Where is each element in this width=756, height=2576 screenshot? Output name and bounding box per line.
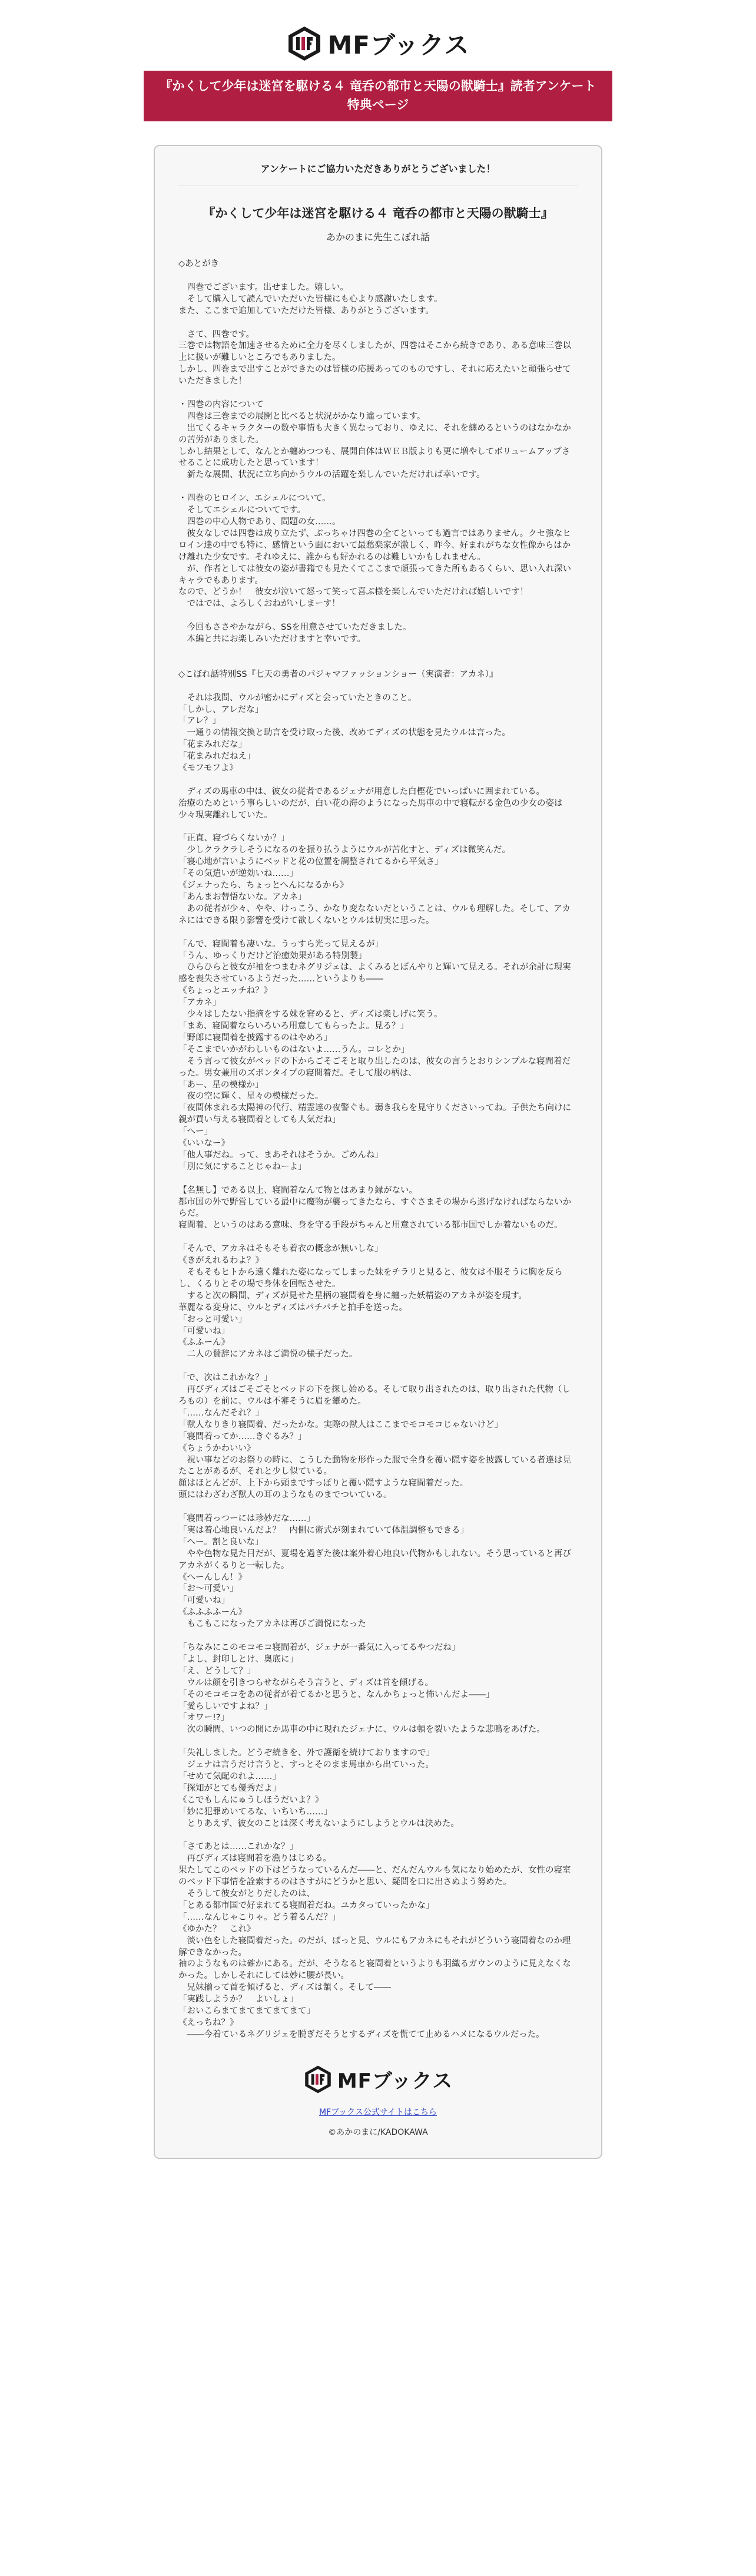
story-title: 『かくして少年は迷宮を駆ける４ 竜呑の都市と天陽の獣騎士』 [203, 206, 553, 220]
page-banner [144, 71, 612, 121]
logo-text: MFブックス [327, 31, 470, 59]
footer-logo[interactable] [303, 2065, 453, 2094]
mf-books-logo-icon [303, 2065, 333, 2094]
story-subtitle: あかのまに先生こぼれ話 [326, 232, 430, 243]
copyright: ©あかのまに/KADOKAWA [328, 2127, 428, 2137]
footer-logo-text: MFブックス [337, 2069, 453, 2094]
mf-books-logo[interactable] [286, 25, 469, 62]
mf-books-logo-icon [286, 25, 323, 62]
official-site-link[interactable]: MFブックス公式サイトはこちら [319, 2107, 437, 2117]
content-card [154, 145, 602, 2159]
banner-title: 『かくして少年は迷宮を駆ける４ 竜呑の都市と天陽の獣騎士』読者アンケート 特典ページ [160, 79, 596, 112]
card-footer [178, 2065, 578, 2138]
thanks-message: アンケートにご協力いただきありがとうございました！ [178, 159, 578, 186]
site-header [0, 0, 756, 65]
story-body: ◇あとがき 四巻でございます。出せました。嬉しい。 そして購入して読んでいただいた皆様にも心より感謝いたします。 また、ここまで追加していただけた皆様、ありがとうございます。 さて、四巻です。 三巻では物語を加速させるために全力を尽くしましたが、四巻はそこから続きであり、ある意味三巻以上に扱いが難しいところでもありました。 しかし、四巻まで出すことができたのは皆様の応援あってのものですし、それに応えたいと頑張らせていただきました！ ・四巻の内容について 四巻は三巻までの展開と比べると状況がかなり違っています。 出てくるキャラクターの数や事情も大きく異なっており、ゆえに、それを纏めるというのはなかなかの苦労がありました。 しかし結果として、なんとか纏めつつも、展開自体はＷＥＢ版よりも更に増やしてボリュームアップさせることに成功したと思っています！ 新たな展開、状況に立ち向かうウルの活躍を楽しんでいただければ幸いです。 ・四巻のヒロイン、エシェルについて。 そしてエシェルについてです。 四巻の中心人物であり、問題の女……。 彼女なしでは四巻は成り立たず、ぶっちゃけ四巻の全てといっても過言ではありません。クセ強なヒロイン達の中でも特に、感情という面において最愁楽家が激しく、昨今、好まれがちな女性像からはかけ離れた少女です。それゆえに、誰からも好かれるのは難しいかもしれません。 が、作者としては彼女の姿が書籍でも見たくてここまで頑張ってきた所もあるくらい、思い入れ深いキャラでもあります。 なので、どうか！ 彼女が泣いて怒って笑って喜ぶ様を楽しんでいただければ嬉しいです！ ではでは、よろしくおねがいしまーす！ 今回もささやかながら、SSを用意させていただきました。 本編と共にお楽しみいただけますと幸いです。 ◇こぼれ話特別SS『七天の勇者のパジャマファッションショー（実演者：アカネ）』 それは我問、ウルが密かにディズと会っていたときのこと。 「しかし、アレだな」 「アレ？」 一通りの情報交換と助言を受け取った後、改めてディズの状態を見たウルは言った。 「花まみれだな」 「花まみれだねえ」 《モフモフよ》 ディズの馬車の中は、彼女の従者であるジェナが用意した白樫花でいっぱいに囲まれている。 治療のためという事らしいのだが、白い花の海のようになった馬車の中で寝転がる金色の少女の姿は少々現実離れしていた。 「正直、寝づらくないか？」 少しクラクラしそうになるのを振り払うようにウルが苦化すと、ディズは微笑んだ。 「寝心地が言いようにベッドと花の位置を調整されてるから平気さ」 「その気遣いが逆効いね……」 《ジェナったら、ちょっとへんになるから》 「あんまお替悟ないな。アカネ」 あの従者が少々、やや、けっこう、かなり変なないだということは、ウルも理解した。そして、アカネにはできる限り影響を受けて欲しくないとウルは切実に思った。 「んで、寝間着も凄いな。うっすら光って見えるが」 「うん、ゆっくりだけど治癒効果がある特別製」 ひらひらと彼女が袖をつまむネグリジェは、よくみるとぼんやりと輝いて見える。それが余計に現実感を喪失させているようだった……というよりも―― 《ちょっとエッチね？》 「アカネ」 少々はしたない指摘をする妹を窘めると、ディズは楽しげに笑う。 「まあ、寝間着ならいろいろ用意してもらったよ。見る？」 「野郎に寝間着を披露するのはやめろ」 「そこまでいかがわしいものはないよ……うん。コレとか」 そう言って彼女がベッドの下からごそごそと取り出したのは、彼女の言うとおりシンプルな寝間着だった。男女兼用のズボンタイプの寝間着だ。そして服の柄は、 「あー、星の模様か」 夜の空に輝く、星々の模様だった。 「夜間休まれる太陽神の代行、精霊達の夜警ぐも。弱き我らを見守りくださいってね。子供たち向けに親が買い与える寝間着としても人気だね」 「へー」 《いいなー》 「他人事だね。って、まあそれはそうか。ごめんね」 「別に気にすることじゃねーよ」 【名無し】である以上、寝間着なんて物とはあまり縁がない。 都市国の外で野営している最中に魔物が襲ってきたなら、すぐさまその場から逃げなければならないからだ。 寝間着、というのはある意味、身を守る手段がちゃんと用意されている都市国でしか着ないものだ。 「そんで、アカネはそもそも着衣の概念が無いしな」 《きがえれるわよ？》 そもそもヒトから遠く離れた姿になってしまった妹をチラリと見ると、彼女は不服そうに胸を反らし、くるりとその場で身体を回転させた。 すると次の瞬間、ディズが見せた星柄の寝間着を身に纏った妖精姿のアカネが姿を現す。 華麗なる変身に、ウルとディズはパチパチと拍手を送った。 「おっと可愛い」 「可愛いね」 《ふふーん》 二人の賛辞にアカネはご満悦の様子だった。 「で、次はこれかな？」 再びディズはごそごそとベッドの下を探し始める。そして取り出されたのは、取り出された代物（しろもの）を前に、ウルは不審そうに眉を顰めた。 「……なんだそれ？」 「獣人なりきり寝間着、だったかな。実際の獣人はここまでモコモコじゃないけど」 「寝間着ってか……きぐるみ？」 《ちょうかわいい》 祝い事などのお祭りの時に、こうした動物を形作った服で全身を覆い隠す姿を披露している者達は見たことがあるが、それと少し似ている。 顔はほとんどが、上下から頭まですっぽりと覆い隠すような寝間着だった。 頭にはわざわざ獣人の耳のようなものまでついている。 「寝間着っつーには珍妙だな……」 「実は着心地良いんだよ？ 内側に術式が刻まれていて体温調整もできる」 「へー。割と良いな」 やや色物な見た目だが、夏場を過ぎた後は案外着心地良い代物かもしれない。そう思っていると再びアカネがくるりと一転した。 《へーんしん！》 「お～可愛い」 「可愛いね」 《ふふふふーん》 もこもこになったアカネは再びご満悦になった 「ちなみにこのモコモコ寝間着が、ジェナが一番気に入ってるやつだね」 「よし、封印しとけ、奥底に」 「え、どうして？」 ウルは顔を引きつらせながらそう言うと、ディズは首を傾げる。 「そのモコモコをあの従者が着てるかと思うと、なんかちょっと怖いんだよ――」 「愛らしいですよね？」 「オワー!?」 次の瞬間、いつの間にか馬車の中に現れたジェナに、ウルは頓を裂いたような悲鳴をあげた。 「失礼しました。どうぞ続きを、外で護衛を続けておりますので」 ジェナは言うだけ言うと、すっとそのまま馬車から出ていった。 「せめて気配のれよ……」 「探知がとても優秀だよ」 《こでもしんにゅうしほうだいよ？》 「妙に犯罪めいてるな、いちいち……」 とりあえず、彼女のことは深く考えないようにしようとウルは決めた。 「さてあとは……これかな？」 再びディズは寝間着を漁りはじめる。 果たしてこのベッドの下はどうなっているんだ――と、だんだんウルも気になり始めたが、女性の寝室のベッド下事情を詮索するのはさすがにどうかと思い、疑問を口に出さぬよう努めた。 そうして彼女がとりだしたのは、 「とある都市国で好まれてる寝間着だね。ユカタっていったかな」 「……なんじゃこりゃ。どう着るんだ？」 《ゆかた？ これ》 淡い色をした寝間着だった。のだが、ぱっと見、ウルにもアカネにもそれがどういう寝間着なのか理解できなかった。 袖のようなものは確かにある。だが、そうなると寝間着というよりも羽織るガウンのように見えなくなかった。しかしそれにしては妙に腰が長い。 兄妹揃って首を傾げると、ディズは頷く。そして―― 「実践しようか？ よいしょ」 「おいこらまてまてまてまてまて」 《えっちね？》 ――今着ているネグリジェを脱ぎだそうとするディズを慌てて止めるハメになるウルだった。 [178, 259, 571, 2039]
